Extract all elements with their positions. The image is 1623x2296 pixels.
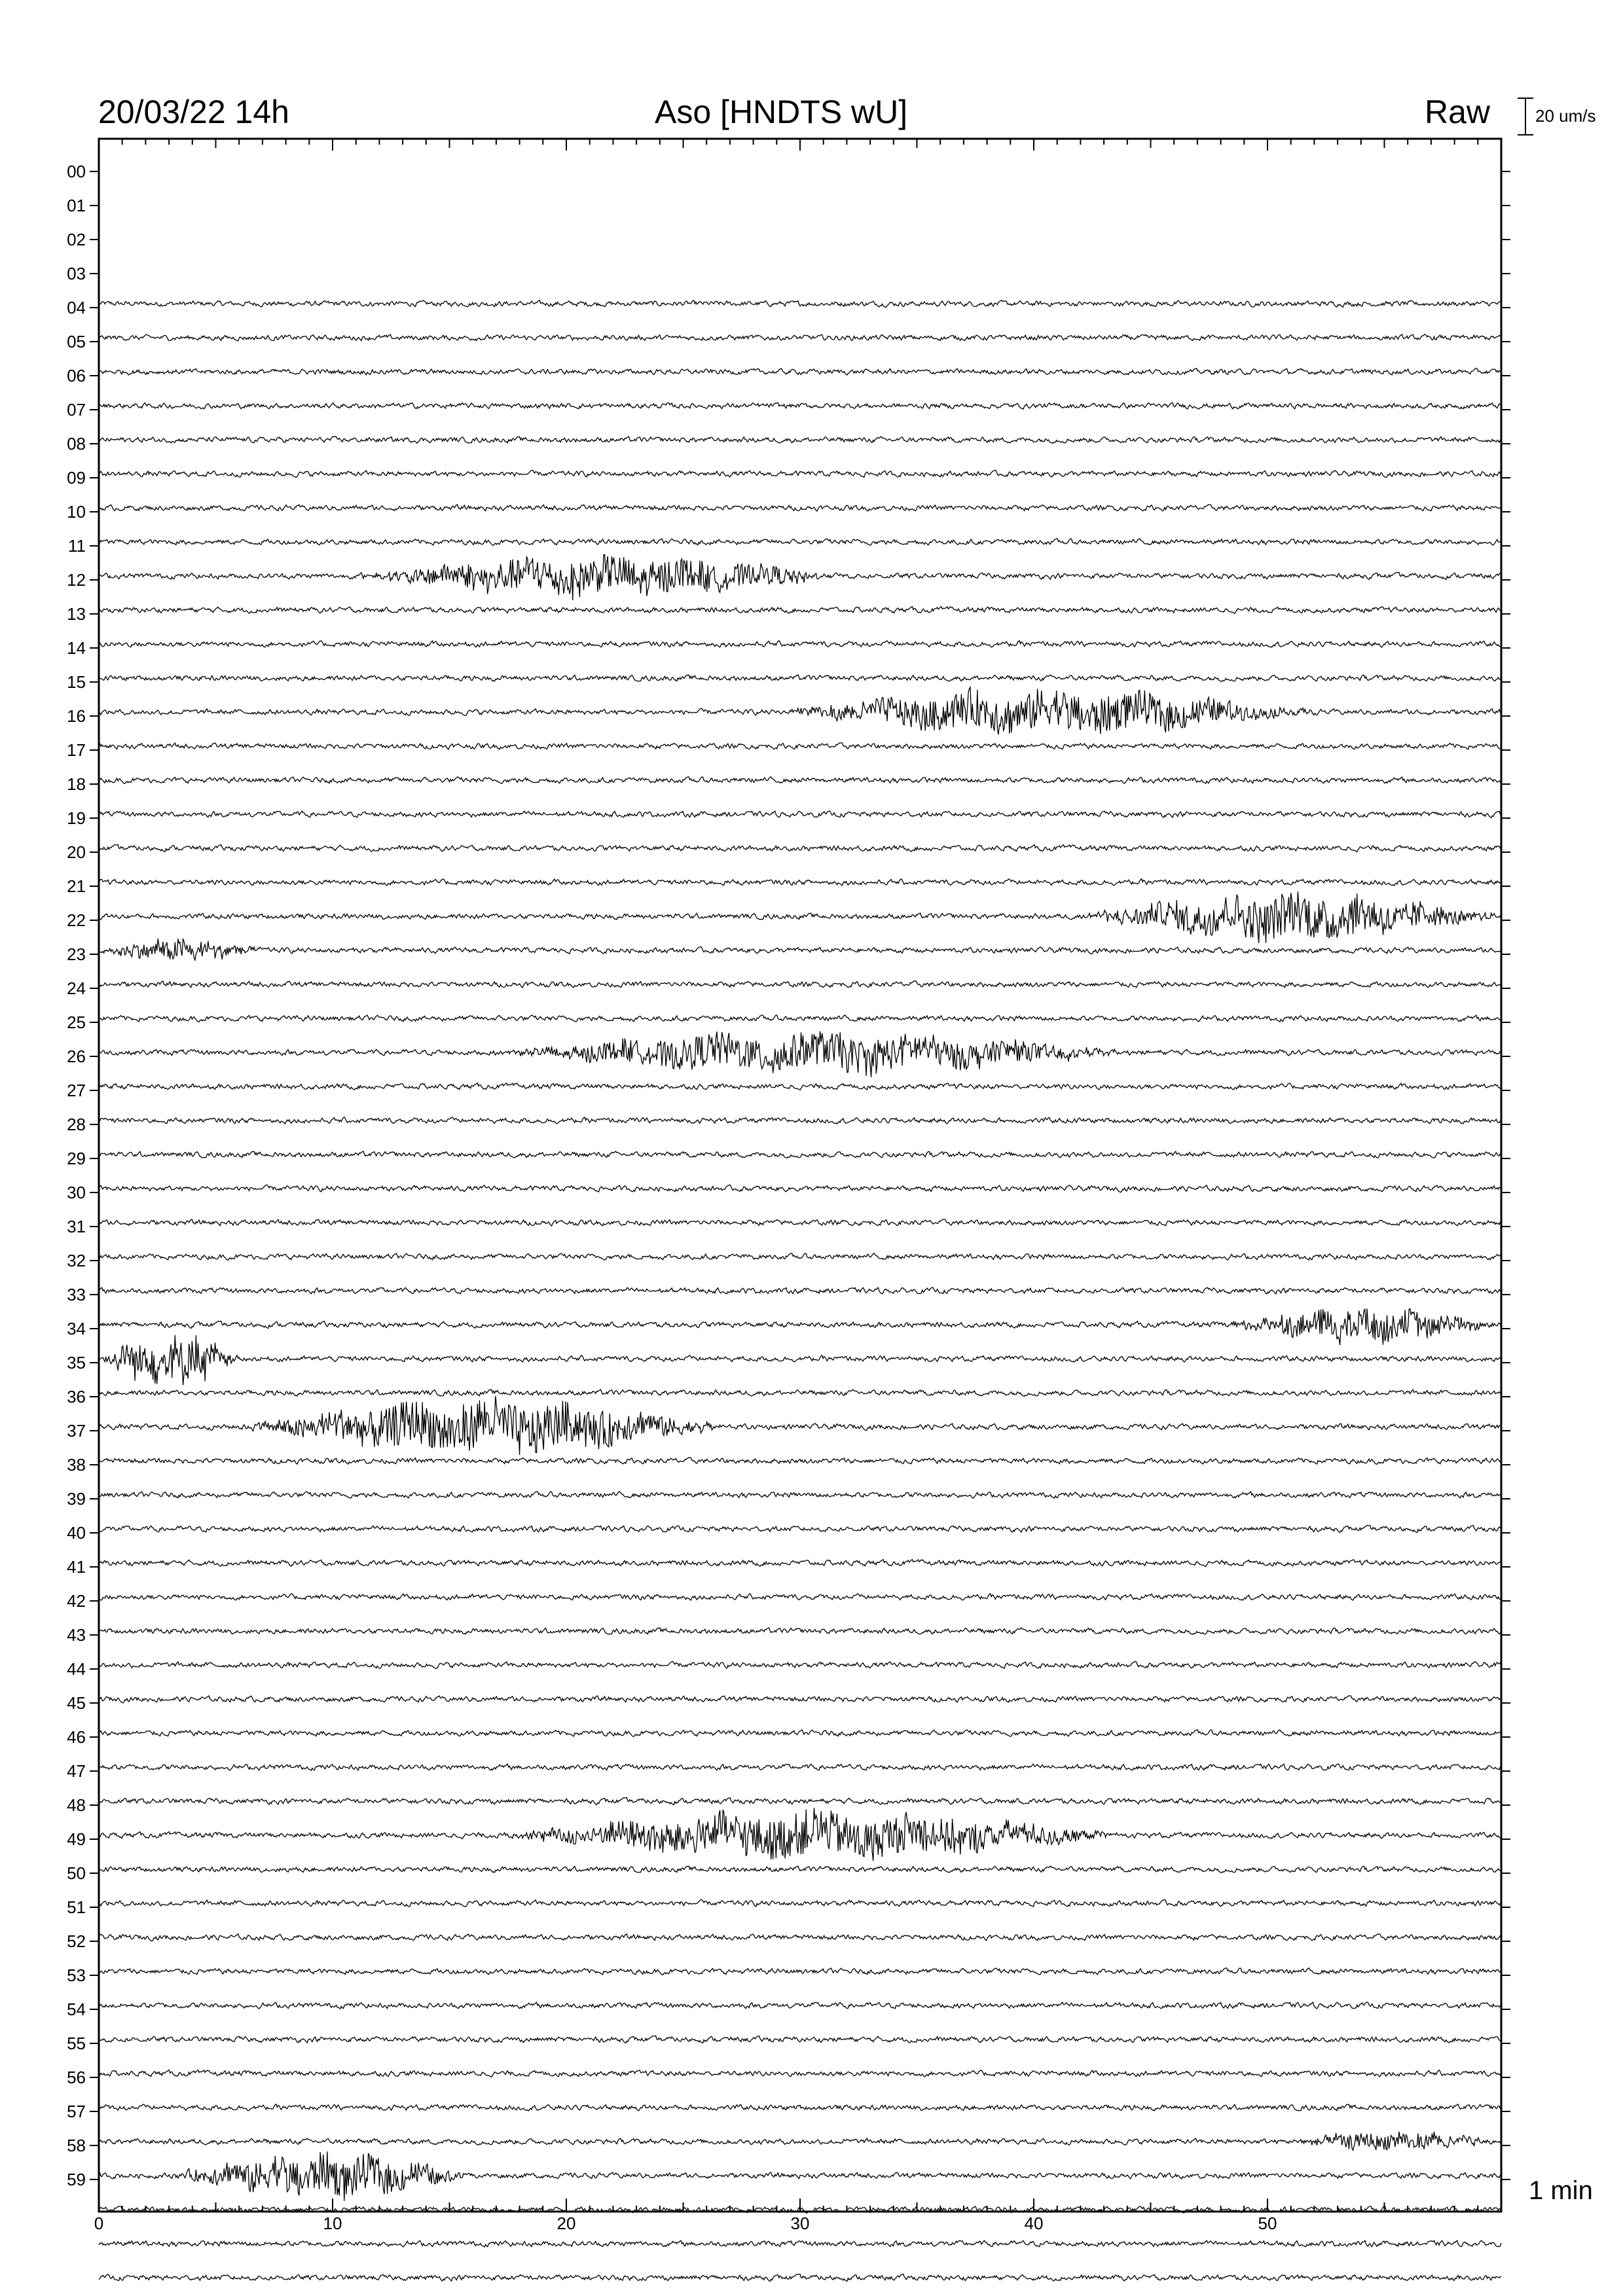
trace-row-29 [99, 1151, 1501, 1158]
trace-row-49 [99, 1808, 1501, 1861]
row-label: 41 [67, 1557, 86, 1577]
trace-row-51 [99, 1899, 1501, 1907]
row-label: 39 [67, 1489, 86, 1509]
row-label: 26 [67, 1047, 86, 1066]
x-tick-label: 10 [323, 2214, 342, 2233]
row-label: 20 [67, 842, 86, 862]
trace-row-52 [99, 1934, 1501, 1941]
trace-row-48 [99, 1797, 1501, 1804]
row-label: 13 [67, 604, 86, 624]
trace-row-37 [99, 1396, 1501, 1455]
trace-row-40 [99, 1525, 1501, 1532]
row-label: 48 [67, 1795, 86, 1815]
frame-ticks [99, 139, 1501, 151]
row-label: 59 [67, 2170, 86, 2189]
row-label: 32 [67, 1251, 86, 1270]
row-label: 30 [67, 1183, 86, 1202]
trace-row-32 [99, 1253, 1501, 1260]
trace-row-14 [99, 641, 1501, 647]
row-label: 10 [67, 502, 86, 522]
trace-row-61 [99, 2240, 1501, 2247]
row-label: 24 [67, 978, 86, 998]
row-label: 03 [67, 264, 86, 283]
row-label: 00 [67, 162, 86, 181]
row-label: 43 [67, 1625, 86, 1645]
trace-row-23 [99, 939, 1501, 960]
plot-frame [99, 139, 1501, 2212]
row-label: 31 [67, 1217, 86, 1236]
row-label: 18 [67, 774, 86, 794]
trace-row-30 [99, 1185, 1501, 1192]
row-label: 07 [67, 400, 86, 420]
row-label: 27 [67, 1081, 86, 1100]
seismic-traces [99, 300, 1501, 2282]
row-label: 40 [67, 1523, 86, 1543]
row-label: 23 [67, 944, 86, 964]
trace-row-34 [99, 1309, 1501, 1346]
row-label: 53 [67, 1965, 86, 1985]
scale-label: 20 um/s [1535, 106, 1596, 126]
trace-row-42 [99, 1594, 1501, 1600]
x-tick-label: 20 [556, 2214, 576, 2233]
row-label: 06 [67, 366, 86, 386]
row-label: 57 [67, 2102, 86, 2121]
trace-row-56 [99, 2070, 1501, 2077]
row-label: 15 [67, 672, 86, 692]
trace-row-7 [99, 403, 1501, 409]
row-label: 17 [67, 740, 86, 760]
trace-row-5 [99, 334, 1501, 341]
row-label: 02 [67, 230, 86, 249]
trace-row-53 [99, 1968, 1501, 1975]
trace-row-54 [99, 2002, 1501, 2009]
trace-row-36 [99, 1390, 1501, 1396]
trace-row-44 [99, 1661, 1501, 1668]
trace-row-20 [99, 844, 1501, 852]
trace-row-43 [99, 1628, 1501, 1634]
trace-row-6 [99, 368, 1501, 375]
row-label: 08 [67, 434, 86, 454]
trace-row-35 [99, 1335, 1501, 1385]
row-label: 49 [67, 1829, 86, 1849]
row-label: 16 [67, 706, 86, 726]
row-label: 12 [67, 570, 86, 590]
trace-row-24 [99, 981, 1501, 988]
trace-row-47 [99, 1764, 1501, 1770]
trace-row-31 [99, 1219, 1501, 1226]
row-label: 56 [67, 2068, 86, 2087]
row-label: 47 [67, 1761, 86, 1781]
row-label: 28 [67, 1115, 86, 1134]
trace-row-50 [99, 1866, 1501, 1873]
row-labels [67, 162, 1510, 2189]
row-label: 21 [67, 876, 86, 896]
row-label: 58 [67, 2136, 86, 2155]
trace-row-10 [99, 505, 1501, 511]
row-label: 55 [67, 2034, 86, 2053]
trace-row-59 [99, 2151, 1501, 2200]
row-label: 14 [67, 638, 86, 658]
trace-row-17 [99, 743, 1501, 749]
scale-bar [1518, 98, 1533, 135]
row-label: 37 [67, 1421, 86, 1441]
mode-label: Raw [1425, 94, 1491, 130]
row-label: 33 [67, 1285, 86, 1304]
row-label: 42 [67, 1591, 86, 1611]
row-label: 45 [67, 1693, 86, 1713]
trace-row-15 [99, 675, 1501, 681]
row-label: 01 [67, 196, 86, 215]
row-label: 35 [67, 1353, 86, 1372]
trace-row-33 [99, 1287, 1501, 1294]
trace-row-8 [99, 437, 1501, 444]
trace-row-9 [99, 470, 1501, 477]
row-label: 51 [67, 1897, 86, 1917]
x-tick-label: 30 [790, 2214, 810, 2233]
trace-row-18 [99, 777, 1501, 783]
trace-row-21 [99, 879, 1501, 886]
row-label: 29 [67, 1149, 86, 1168]
row-label: 11 [68, 536, 86, 556]
x-tick-label: 40 [1024, 2214, 1044, 2233]
row-label: 50 [67, 1863, 86, 1883]
row-label: 04 [67, 298, 86, 317]
row-label: 34 [67, 1319, 86, 1338]
trace-row-19 [99, 811, 1501, 818]
trace-row-25 [99, 1015, 1501, 1022]
trace-row-22 [99, 891, 1501, 943]
row-label: 36 [67, 1387, 86, 1407]
x-tick-label: 50 [1258, 2214, 1277, 2233]
row-label: 46 [67, 1727, 86, 1747]
row-label: 09 [67, 468, 86, 488]
row-label: 19 [67, 808, 86, 828]
trace-row-28 [99, 1117, 1501, 1124]
station-title: Aso [HNDTS wU] [655, 94, 908, 130]
row-label: 52 [67, 1931, 86, 1951]
trace-row-11 [99, 539, 1501, 545]
trace-row-13 [99, 607, 1501, 614]
trace-row-55 [99, 2036, 1501, 2043]
trace-row-38 [99, 1458, 1501, 1465]
x-tick-labels [94, 2198, 1501, 2233]
x-axis-unit: 1 min [1529, 2176, 1593, 2205]
row-label: 22 [67, 910, 86, 930]
trace-row-4 [99, 300, 1501, 308]
row-label: 44 [67, 1659, 86, 1679]
trace-row-62 [99, 2274, 1501, 2281]
trace-row-46 [99, 1730, 1501, 1736]
trace-row-26 [99, 1031, 1501, 1077]
row-label: 54 [67, 2000, 86, 2019]
row-label: 05 [67, 332, 86, 351]
x-tick-label: 0 [94, 2214, 104, 2233]
trace-row-16 [99, 687, 1501, 735]
trace-row-12 [99, 554, 1501, 600]
datetime-label: 20/03/22 14h [98, 94, 289, 130]
row-label: 25 [67, 1013, 86, 1032]
trace-row-39 [99, 1492, 1501, 1498]
trace-row-45 [99, 1696, 1501, 1703]
trace-row-58 [99, 2132, 1501, 2150]
trace-row-57 [99, 2104, 1501, 2111]
trace-row-41 [99, 1560, 1501, 1567]
row-label: 38 [67, 1455, 86, 1475]
trace-row-27 [99, 1083, 1501, 1090]
